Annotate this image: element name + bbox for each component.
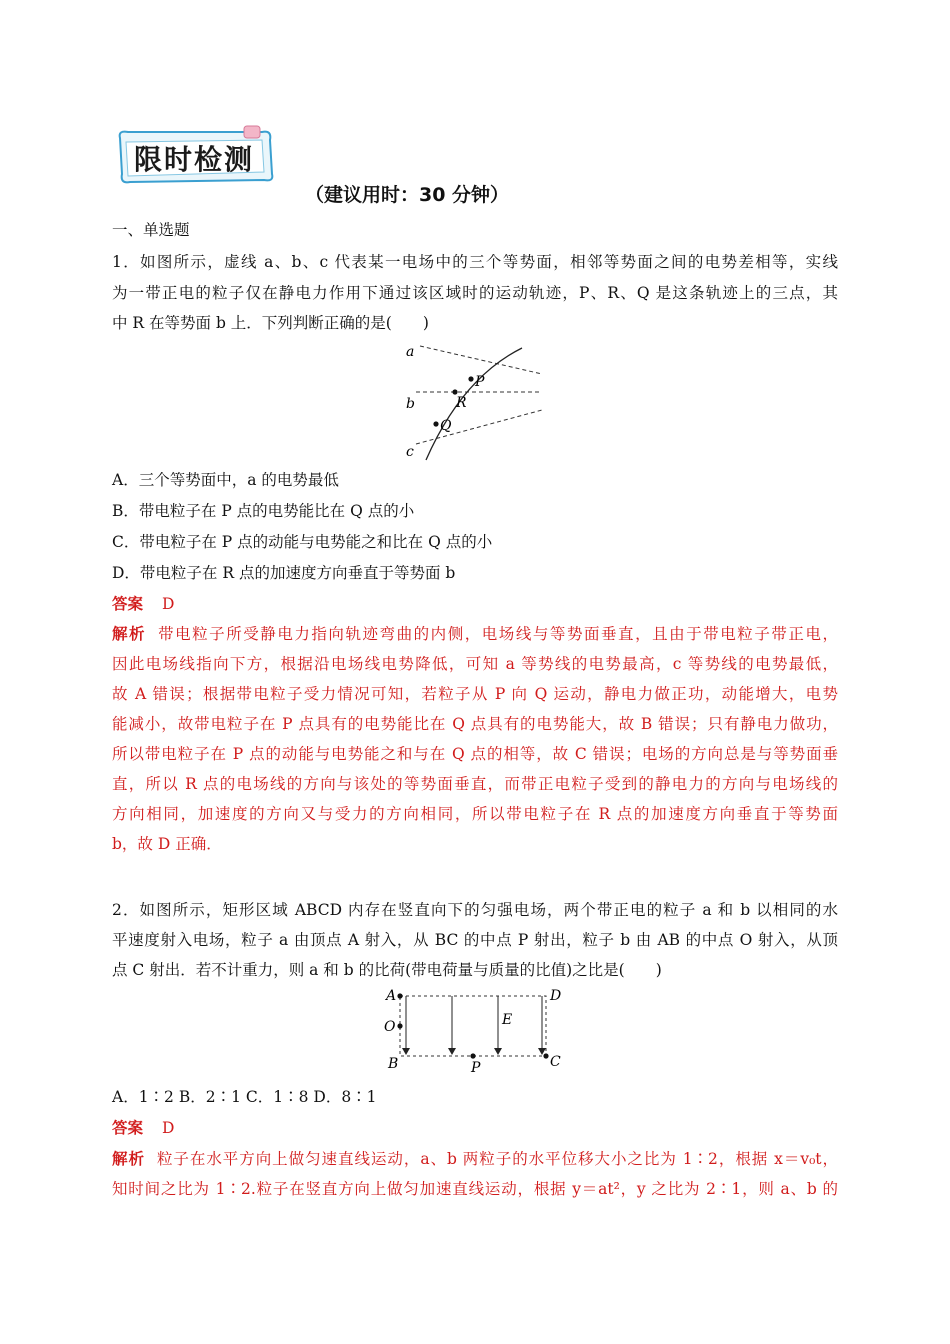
q2-figure	[380, 984, 570, 1076]
section-badge	[112, 124, 280, 186]
equipotential-a	[420, 346, 542, 374]
label-E: E	[502, 1012, 513, 1028]
q1-option-d: D．带电粒子在 R 点的加速度方向垂直于等势面 b	[112, 564, 456, 582]
q1-analysis-line: 故 A 错误；根据带电粒子受力情况可知，若粒子从 P 向 Q 运动，静电力做正功，动能增大，电势	[112, 685, 838, 703]
q1-stem-line: 为一带正电的粒子仅在静电力作用下通过该区域时的运动轨迹，P、R、Q 是这条轨迹上的三点，其	[112, 284, 838, 302]
q1-analysis-line: b，故 D 正确．	[112, 835, 222, 853]
q1-stem-line: 中 R 在等势面 b 上．下列判断正确的是( )	[112, 314, 429, 332]
label-c: c	[406, 444, 414, 460]
equipotential-c	[416, 410, 542, 444]
point-P	[468, 376, 473, 381]
answer-value: D	[161, 1119, 175, 1137]
label-b: b	[406, 396, 415, 412]
label-R: R	[456, 395, 467, 411]
point-R	[452, 389, 457, 394]
q2-stem-line: 点 C 射出．若不计重力，则 a 和 b 的比荷(带电荷量与质量的比值)之比是( )	[112, 961, 662, 979]
label-P: P	[471, 1060, 481, 1076]
q1-option-b: B．带电粒子在 P 点的电势能比在 Q 点的小	[112, 502, 415, 520]
section-title: 一、单选题	[112, 221, 190, 239]
time-hint: （建议用时：30 分钟）	[305, 184, 510, 206]
q1-analysis-line: 所以带电粒子在 P 点的动能与电势能之和与在 Q 点的相等，故 C 错误；电场的方向总是与等势面垂	[112, 745, 838, 763]
point-C	[543, 1053, 548, 1058]
trajectory	[426, 348, 522, 460]
q1-option-a: A．三个等势面中，a 的电势最低	[112, 471, 339, 489]
label-P: P	[475, 374, 485, 390]
q2-analysis-line: 知时间之比为 1∶2.粒子在竖直方向上做匀加速直线运动，根据 y＝at²，y 之比为 2∶1，则 a、b 的	[112, 1180, 838, 1198]
label-B: B	[388, 1056, 399, 1072]
label-A: A	[386, 988, 397, 1004]
q2-stem-line: 平速度射入电场，粒子 a 由顶点 A 射入，从 BC 的中点 P 射出，粒子 b 由 AB 的中点 O 射入，从顶	[112, 931, 838, 949]
answer-value: D	[161, 595, 175, 613]
analysis-label: 解析	[112, 1150, 145, 1168]
q1-option-c: C．带电粒子在 P 点的动能与电势能之和比在 Q 点的小	[112, 533, 493, 551]
label-O: O	[384, 1019, 396, 1035]
label-Q: Q	[440, 418, 452, 434]
q1-analysis-line: 直，所以 R 点的电场线的方向与该处的等势面垂直，而带正电粒子受到的静电力的方向与电场线的	[112, 775, 838, 793]
q1-answer	[112, 593, 838, 615]
q2-stem-line: 2．如图所示，矩形区域 ABCD 内存在竖直向下的匀强电场，两个带正电的粒子 a 和 b 以相同的水	[112, 901, 838, 919]
point-O	[397, 1023, 402, 1028]
clip-icon	[244, 126, 260, 138]
point-A	[397, 993, 402, 998]
answer-label: 答案	[112, 1119, 144, 1137]
point-P	[470, 1053, 475, 1058]
q1-analysis-line: 能减小，故带电粒子在 P 点具有的电势能比在 Q 点具有的电势能大，故 B 错误；只有静电力做功，	[112, 715, 838, 733]
region-ABCD	[400, 996, 546, 1056]
q1-stem-line: 1．如图所示，虚线 a、b、c 代表某一电场中的三个等势面，相邻等势面之间的电势差相等，实线	[112, 253, 838, 271]
answer-label: 答案	[112, 595, 144, 613]
q2-options: A．1∶2 B．2∶1 C．1∶8 D．8∶1	[112, 1088, 377, 1106]
point-Q	[433, 421, 438, 426]
q2-analysis-line: 解析 粒子在水平方向上做匀速直线运动，a、b 两粒子的水平位移大小之比为 1∶2，根据 x＝v₀t，	[112, 1150, 838, 1168]
q1-analysis-line: 方向相同，加速度的方向又与受力的方向相同，所以带电粒子在 R 点的加速度方向垂直于等势面	[112, 805, 838, 823]
q1-analysis-line: 解析 带电粒子所受静电力指向轨迹弯曲的内侧，电场线与等势面垂直，且由于带电粒子带正电，	[112, 625, 838, 643]
q1-figure	[402, 338, 552, 463]
label-D: D	[550, 988, 562, 1004]
q2-answer	[112, 1117, 838, 1139]
badge-title: 限时检测	[134, 143, 255, 176]
q1-analysis-line: 因此电场线指向下方，根据沿电场线电势降低，可知 a 等势线的电势最高，c 等势线的电势最低，	[112, 655, 838, 673]
label-C: C	[550, 1054, 561, 1070]
analysis-label: 解析	[112, 625, 147, 643]
label-a: a	[406, 344, 415, 360]
